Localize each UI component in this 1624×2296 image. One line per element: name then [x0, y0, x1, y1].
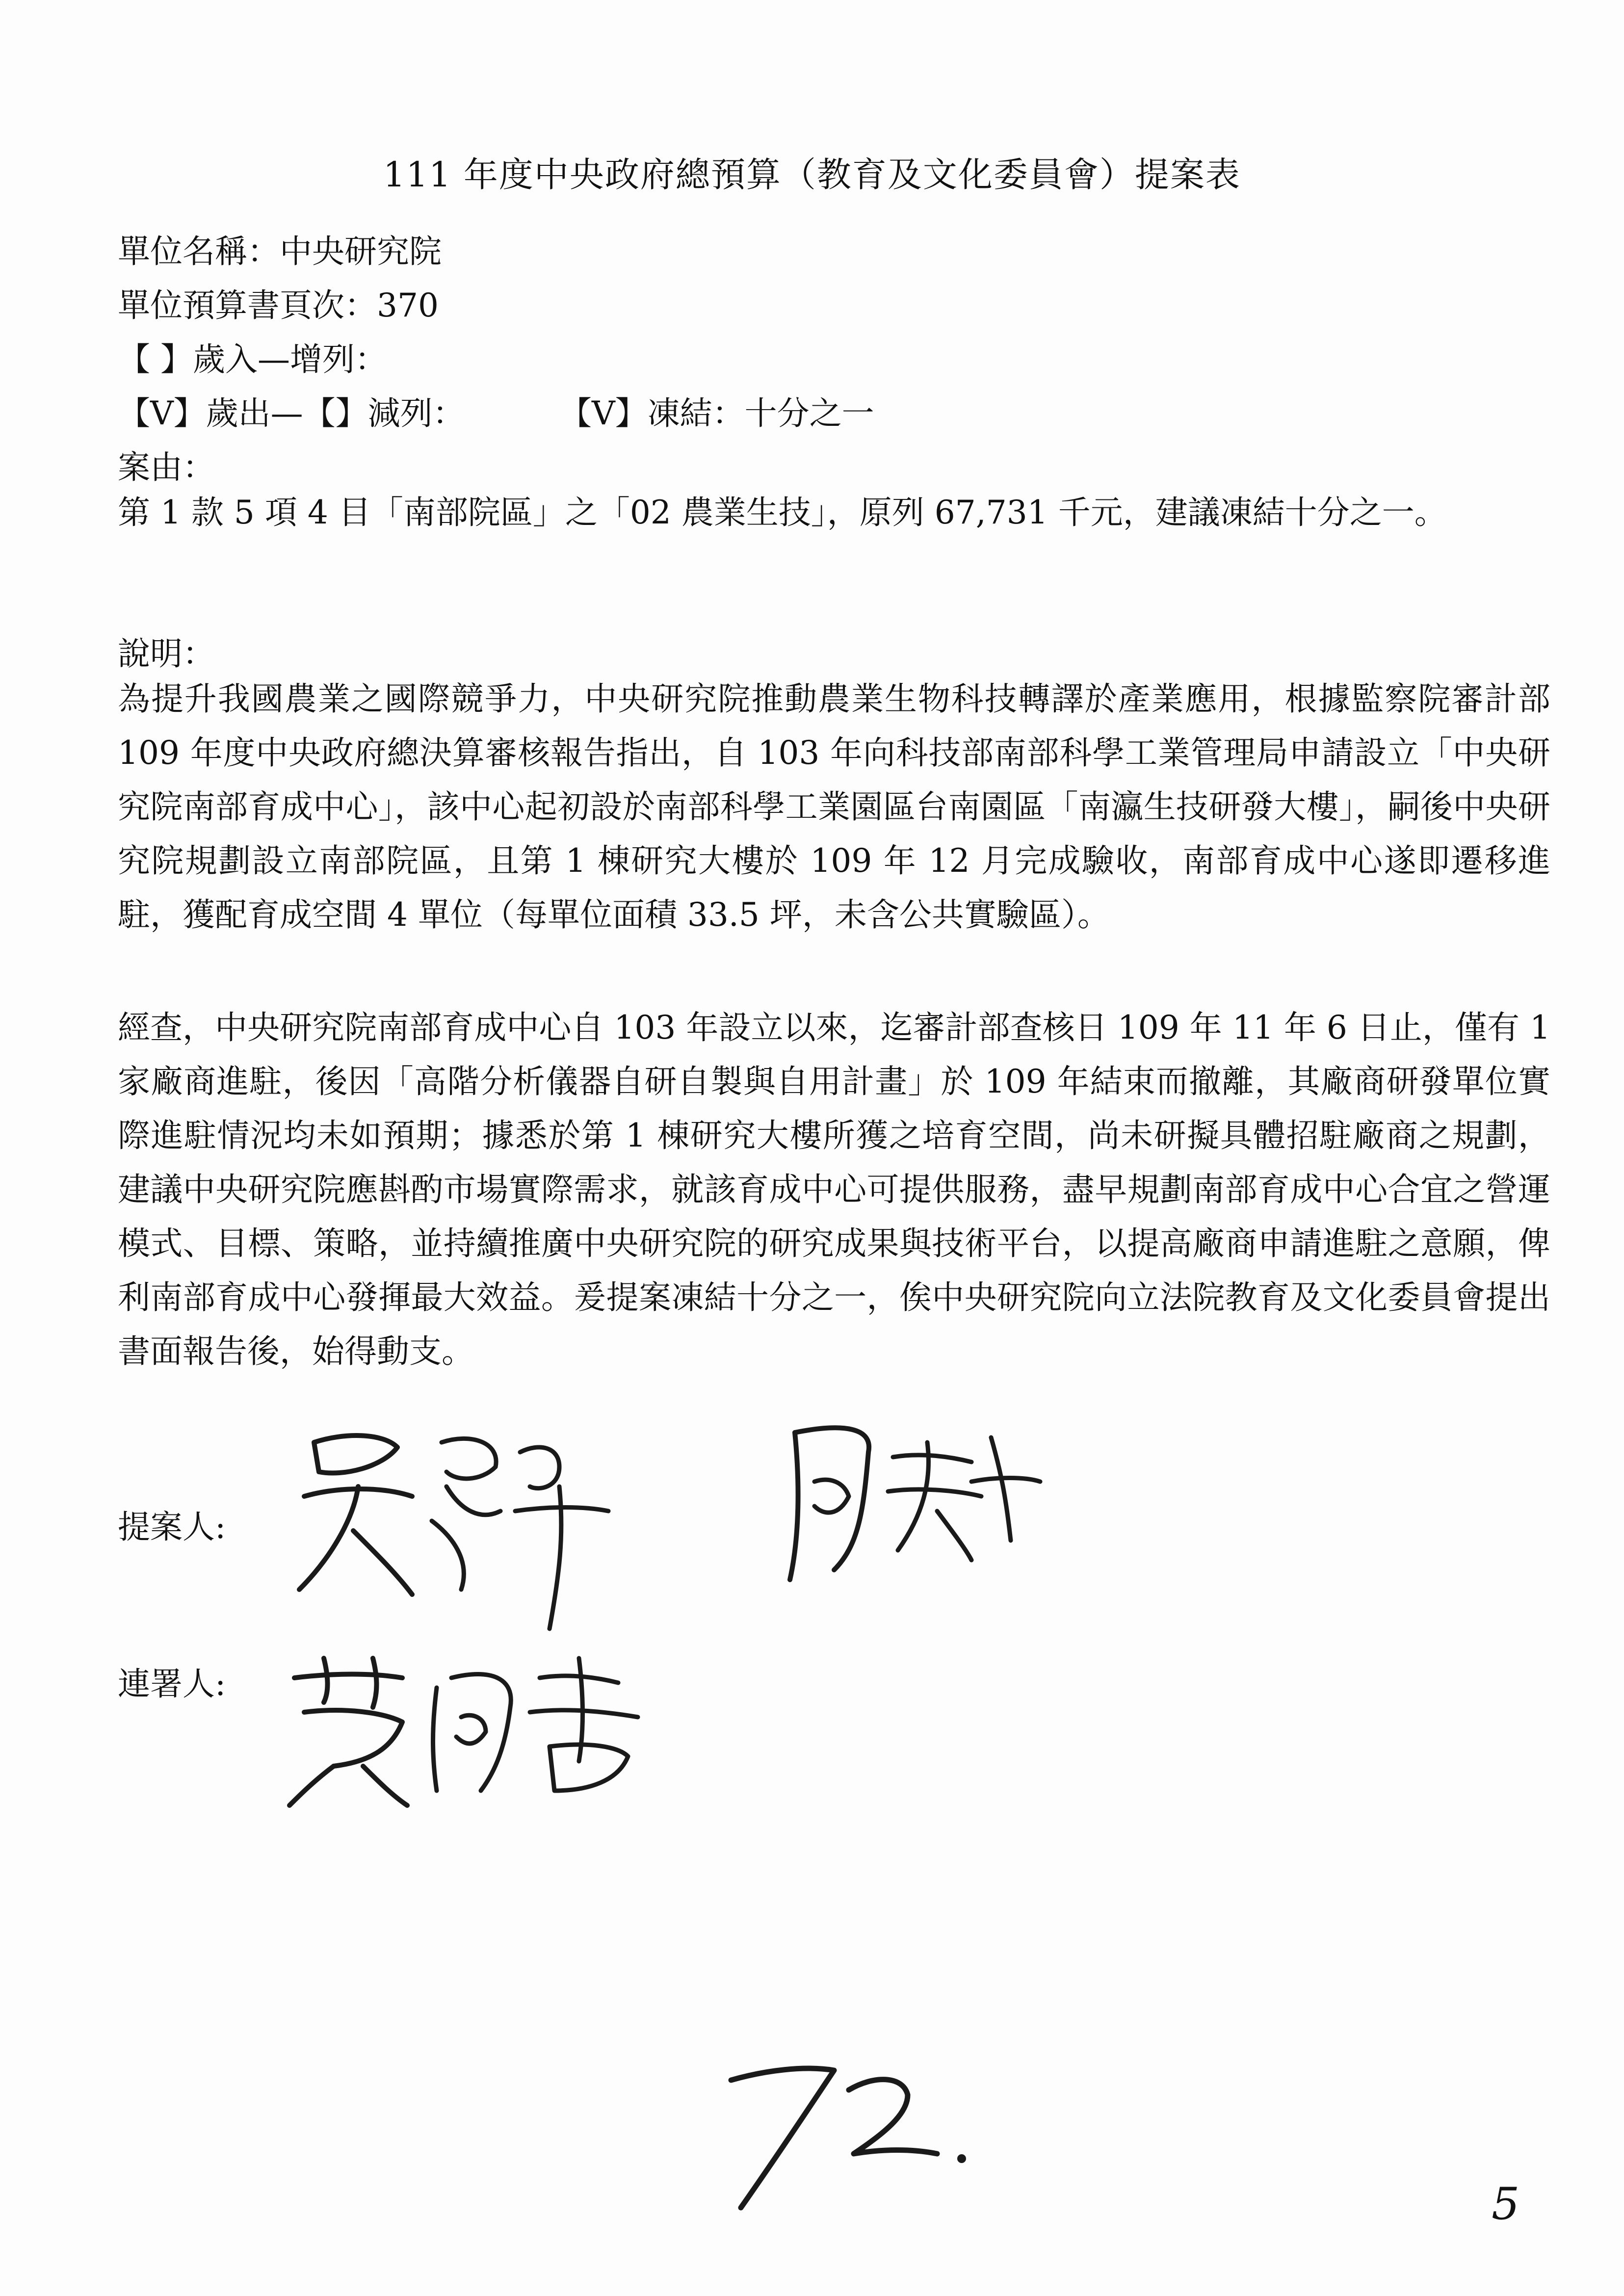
proposer-signature-1: [285, 1413, 638, 1639]
explanation-label: 說明：: [118, 635, 215, 673]
revenue-line: 【 】歲入—增列：: [118, 340, 387, 378]
reason-text: 第 1 款 5 項 4 目「南部院區」之「02 農業生技」，原列 67,731 千元，建議凍結十分之一。: [118, 494, 1447, 531]
budget-page-number: 單位預算書頁次：370: [118, 287, 439, 324]
form-title: 111 年度中央政府總預算（教育及文化委員會）提案表: [383, 155, 1241, 195]
unit-name: 單位名稱：中央研究院: [118, 233, 442, 270]
cosigner-label: 連署人:: [118, 1665, 226, 1703]
explanation-paragraph-1: 為提升我國農業之國際競爭力，中央研究院推動農業生物科技轉譯於產業應用，根據監察院審計部 109 年度中央政府總決算審核報告指出，自 103 年向科技部南部科學工業管理局申請設立「中央研究院南部育成中心」，該中心起初設於南部科學工業園區台南園區「南瀛生技研發大樓」，嗣後中央研究院規劃設立南部院區，且第 1 棟研究大樓於 109 年 12 月完成驗收，南部育成中心遂即遷移進駐，獲配育成空間 4 單位（每單位面積 33.5 坪，未含公共實驗區）。: [118, 680, 1550, 934]
proposer-signature-2: [775, 1413, 1050, 1599]
reason-label: 案由：: [118, 448, 215, 486]
page-number: 5: [1492, 2178, 1520, 2230]
handwritten-number: [707, 2046, 981, 2222]
freeze-line: 【V】凍結：十分之一: [559, 394, 874, 432]
cosigner-signature-1: [275, 1648, 657, 1815]
proposer-label: 提案人:: [118, 1508, 226, 1546]
explanation-paragraph-2: 經查，中央研究院南部育成中心自 103 年設立以來，迄審計部查核日 109 年 11 年 6 日止，僅有 1 家廠商進駐，後因「高階分析儀器自研自製與自用計畫」於 109 年結束而撤離，其廠商研發單位實際進駐情況均未如預期；據悉於第 1 棟研究大樓所獲之培育空間，尚未研擬具體招駐廠商之規劃，建議中央研究院應斟酌市場實際需求，就該育成中心可提供服務，盡早規劃南部育成中心合宜之營運模式、目標、策略，並持續推廣中央研究院的研究成果與技術平台，以提高廠商申請進駐之意願，俾利南部育成中心發揮最大效益。爰提案凍結十分之一，俟中央研究院向立法院教育及文化委員會提出書面報告後，始得動支。: [118, 1009, 1550, 1370]
expense-line: 【V】歲出—【】減列：: [118, 394, 465, 432]
